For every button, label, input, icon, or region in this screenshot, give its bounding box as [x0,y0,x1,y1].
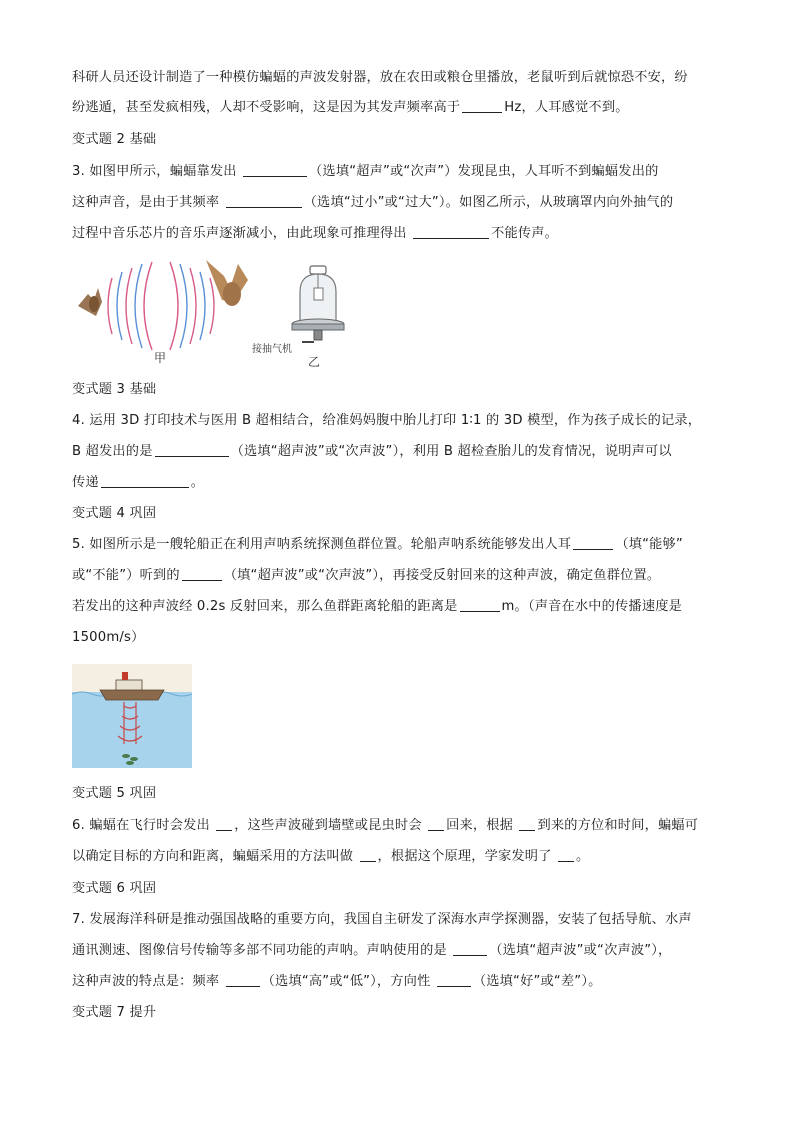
bat-icon [78,288,102,316]
q5-line-2 [72,566,660,586]
q3-line-1 [72,162,658,182]
large-bat-icon [206,260,248,306]
variant-label: 变式题 3 基础 [72,382,157,397]
bat-echolocation-figure [74,258,260,368]
text: m。（声音在水中的传播速度是 [501,599,682,614]
q3-line-2 [72,193,673,213]
q4-line-2 [72,442,672,462]
text: 3. 如图甲所示，蝙蝠靠发出 [72,164,237,179]
bell-jar-icon [292,266,344,342]
text: （选填“超声”或“次声”）发现昆虫，人耳听不到蝙蝠发出的 [309,164,659,179]
text: （选填“高”或“低”），方向性 [261,974,431,989]
text: 。 [576,849,590,864]
text: 这种声波的特点是：频率 [72,974,220,989]
variant-label: 变式题 2 基础 [72,132,157,147]
text: 5. 如图所示是一艘轮船正在利用声呐系统探测鱼群位置。轮船声呐系统能够发出人耳 [72,537,572,552]
text: 到来的方位和时间，蝙蝠可 [537,818,699,833]
variant-heading-2 [72,130,156,150]
variant-heading-6 [72,879,156,899]
q5-line-1 [72,535,683,555]
variant-heading-5 [72,784,156,804]
text: 。 [190,475,205,490]
answer-blank[interactable] [462,98,502,113]
text: （选填“好”或“差”）。 [472,974,602,989]
answer-blank[interactable] [226,193,302,208]
q5-line-4 [72,628,145,648]
answer-blank[interactable] [226,972,260,987]
text: ，这些声波碰到墙壁或昆虫时会 [234,818,422,833]
answer-blank[interactable] [558,847,574,862]
q7-line-2 [72,941,671,961]
intro-line-2 [72,98,629,118]
text: 若发出的这种声波经 0.2s 反射回来，那么鱼群距离轮船的距离是 [72,599,458,614]
text: （选填“超声波”或“次声波”），利用 B 超检查胎儿的发育情况，说明声可以 [230,444,672,459]
sonar-ship-figure [72,664,192,768]
figure-label-jia: 甲 [154,351,167,365]
text: （填“能够” [615,537,683,552]
text: 1500m/s） [72,630,145,645]
text: 科研人员还设计制造了一种模仿蝙蝠的声波发射器，放在农田或粮仓里播放，老鼠听到后就惊恐不安，纷 [72,70,688,85]
q5-line-3 [72,597,682,617]
answer-blank[interactable] [182,566,222,581]
text: ，根据这个原理，学家发明了 [377,849,552,864]
answer-blank[interactable] [519,816,535,831]
answer-blank[interactable] [428,816,444,831]
q4-line-1 [72,411,701,431]
text: 回来，根据 [446,818,514,833]
answer-blank[interactable] [155,442,229,457]
q7-line-1 [72,910,692,930]
variant-label: 变式题 7 提升 [72,1005,157,1020]
text: 这种声音，是由于其频率 [72,195,220,210]
sound-wave-arcs [108,262,214,350]
bell-jar-figure [250,262,360,372]
text: B 超发出的是 [72,444,153,459]
variant-heading-3 [72,380,156,400]
answer-blank[interactable] [216,816,232,831]
text: 以确定目标的方向和距离，蝙蝠采用的方法叫做 [72,849,354,864]
answer-blank[interactable] [413,224,489,239]
text: 7. 发展海洋科研是推动强国战略的重要方向，我国自主研发了深海水声学探测器，安装了包括导航、水声 [72,912,692,927]
text: （选填“超声波”或“次声波”）， [489,943,672,958]
answer-blank[interactable] [360,847,376,862]
q3-line-3 [72,224,558,244]
answer-blank[interactable] [453,941,487,956]
q7-line-3 [72,972,602,992]
q6-line-1 [72,816,698,836]
variant-heading-4 [72,504,156,524]
text: 4. 运用 3D 打印技术与医用 B 超相结合，给准妈妈腹中胎儿打印 1∶1 的 3D 模型，作为孩子成长的记录， [72,413,702,428]
answer-blank[interactable] [437,972,471,987]
variant-label: 变式题 5 巩固 [72,786,157,801]
figure-label-yi: 乙 [308,355,321,369]
text: 不能传声。 [491,226,559,241]
text: 纷逃遁，甚至发疯相残，人却不受影响，这是因为其发声频率高于 [72,100,461,115]
text: 6. 蝙蝠在飞行时会发出 [72,818,210,833]
answer-blank[interactable] [101,473,189,488]
text: （选填“过小”或“过大”）。如图乙所示，从玻璃罩内向外抽气的 [303,195,674,210]
answer-blank[interactable] [573,535,613,550]
pump-label: 接抽气机 [252,344,292,355]
intro-line-1 [72,68,688,88]
text: Hz，人耳感觉不到。 [504,100,629,115]
variant-heading-7 [72,1003,156,1023]
q6-line-2 [72,847,589,867]
text: 或“不能”）听到的 [72,568,180,583]
q4-line-3 [72,473,204,493]
variant-label: 变式题 6 巩固 [72,881,157,896]
variant-label: 变式题 4 巩固 [72,506,157,521]
text: 过程中音乐芯片的音乐声逐渐减小，由此现象可推理得出 [72,226,407,241]
text: 通讯测速、图像信号传输等多部不同功能的声呐。声呐使用的是 [72,943,447,958]
answer-blank[interactable] [460,597,500,612]
answer-blank[interactable] [243,162,307,177]
text: （填“超声波”或“次声波”），再接受反射回来的这种声波，确定鱼群位置。 [223,568,661,583]
text: 传递 [72,475,99,490]
